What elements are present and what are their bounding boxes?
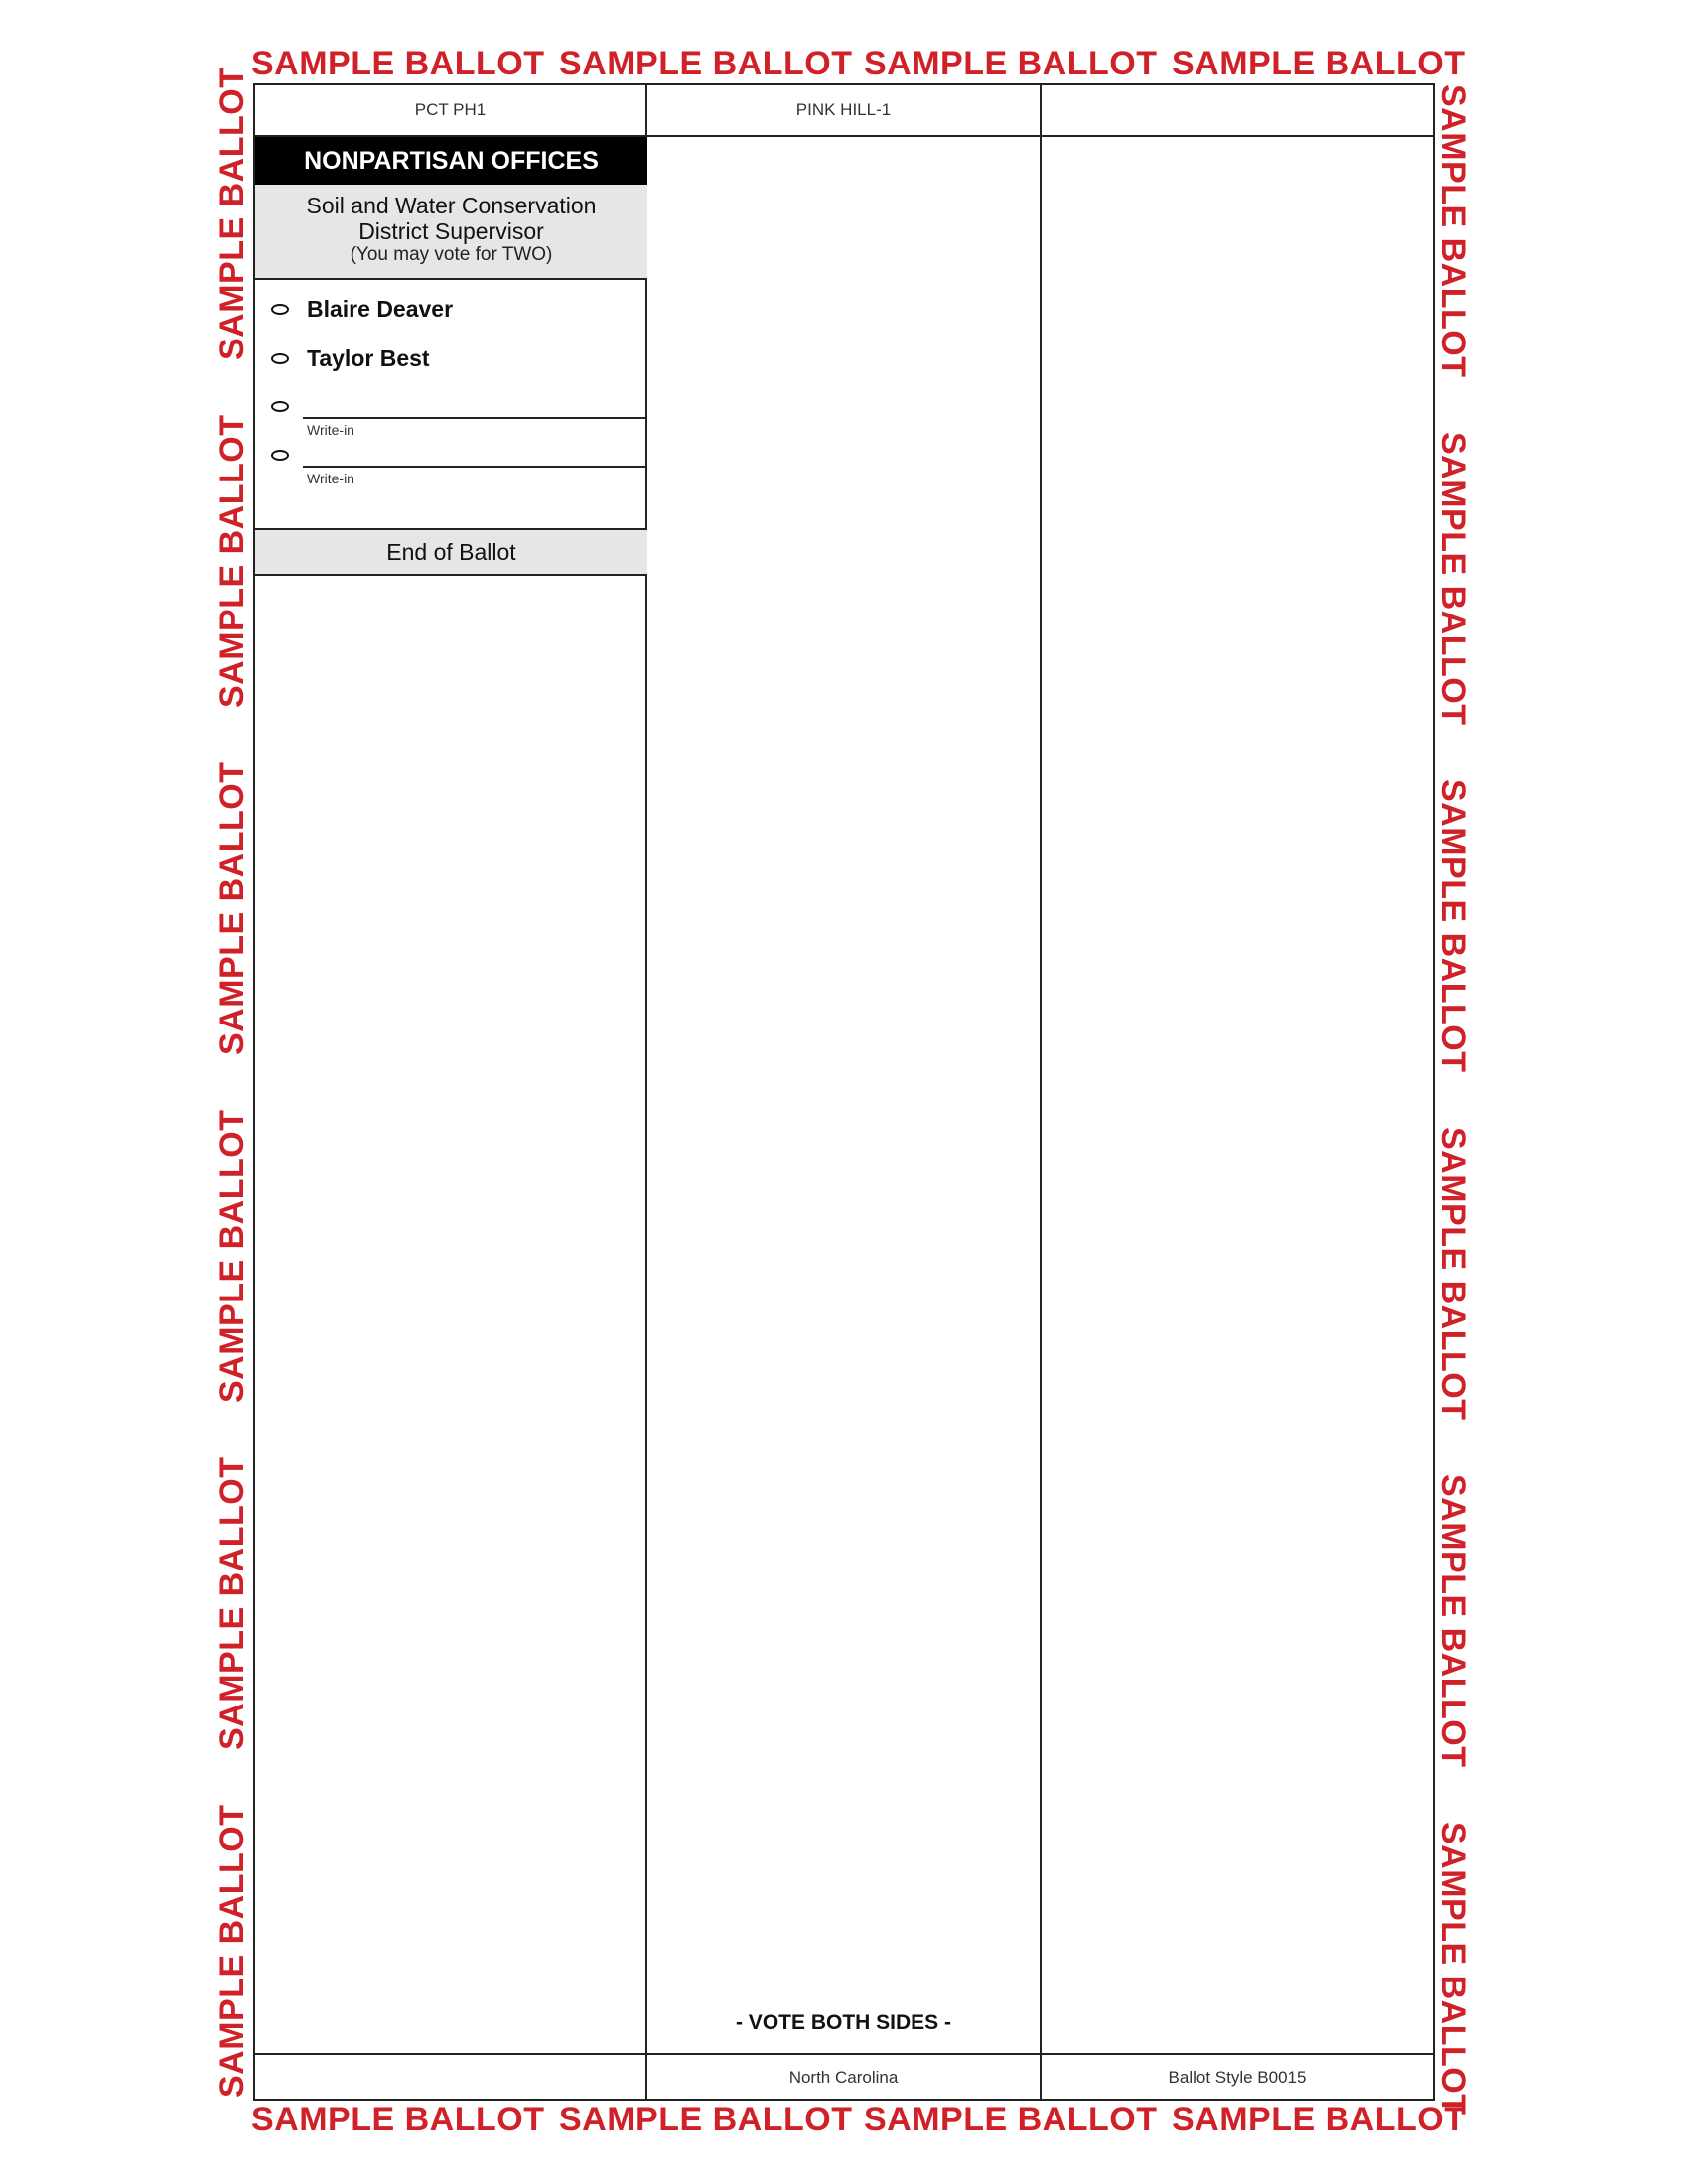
contest-title-line1: Soil and Water Conservation [306, 193, 597, 218]
candidate-name: Taylor Best [307, 345, 430, 371]
sample-ballot-watermark-right-5: SAMPLE BALLOT [1434, 1474, 1472, 1768]
sample-ballot-watermark-bottom-2: SAMPLE BALLOT [559, 2101, 853, 2138]
write-in-label: Write-in [307, 422, 354, 438]
sample-ballot-watermark-top-2: SAMPLE BALLOT [559, 45, 853, 82]
column-divider-1 [645, 85, 647, 2099]
sample-ballot-watermark-right-6: SAMPLE BALLOT [1434, 1822, 1472, 2116]
sample-ballot-watermark-left-5: SAMPLE BALLOT [213, 1456, 251, 1750]
candidate-option-1[interactable] [255, 296, 647, 332]
column-divider-2 [1040, 85, 1042, 2099]
end-of-ballot: End of Ballot [255, 528, 647, 576]
vote-bubble[interactable] [271, 450, 289, 461]
write-in-line[interactable] [303, 417, 645, 419]
contest-title-line2: District Supervisor [358, 218, 544, 244]
sample-ballot-watermark-left-2: SAMPLE BALLOT [213, 414, 251, 708]
vote-bubble[interactable] [271, 353, 289, 364]
write-in-option-1[interactable] [255, 393, 647, 443]
candidate-option-2[interactable] [255, 345, 647, 381]
section-title: NONPARTISAN OFFICES [255, 137, 647, 185]
contest-header [255, 185, 647, 280]
sample-ballot-watermark-left-3: SAMPLE BALLOT [213, 761, 251, 1055]
vote-bubble[interactable] [271, 401, 289, 412]
candidate-name: Blaire Deaver [307, 296, 454, 322]
sample-ballot-watermark-top-4: SAMPLE BALLOT [1172, 45, 1466, 82]
write-in-label: Write-in [307, 471, 354, 486]
sample-ballot-watermark-right-1: SAMPLE BALLOT [1434, 84, 1472, 378]
write-in-option-2[interactable] [255, 442, 647, 491]
footer-state: North Carolina [788, 2068, 899, 2087]
sample-ballot-watermark-bottom-1: SAMPLE BALLOT [251, 2101, 545, 2138]
sample-ballot-watermark-top-1: SAMPLE BALLOT [251, 45, 545, 82]
ballot-frame [253, 83, 1435, 2101]
write-in-line[interactable] [303, 466, 645, 468]
footer-ballot-style: Ballot Style B0015 [1168, 2068, 1307, 2087]
header-right-cell [1042, 85, 1433, 135]
sample-ballot-watermark-right-3: SAMPLE BALLOT [1434, 779, 1472, 1073]
precinct-code: PCT PH1 [414, 100, 487, 119]
sample-ballot-watermark-right-4: SAMPLE BALLOT [1434, 1127, 1472, 1421]
sample-ballot-watermark-bottom-4: SAMPLE BALLOT [1172, 2101, 1466, 2138]
sample-ballot-watermark-left-1: SAMPLE BALLOT [213, 67, 251, 360]
sample-ballot-watermark-left-4: SAMPLE BALLOT [213, 1109, 251, 1403]
sample-ballot-watermark-right-2: SAMPLE BALLOT [1434, 432, 1472, 726]
sample-ballot-watermark-left-6: SAMPLE BALLOT [213, 1804, 251, 2098]
sample-ballot-watermark-bottom-3: SAMPLE BALLOT [864, 2101, 1158, 2138]
precinct-name: PINK HILL-1 [795, 100, 892, 119]
sample-ballot-watermark-top-3: SAMPLE BALLOT [864, 45, 1158, 82]
vote-both-sides-notice: - VOTE BOTH SIDES - [735, 2011, 951, 2034]
vote-bubble[interactable] [271, 304, 289, 315]
contest-instruction: (You may vote for TWO) [350, 244, 553, 265]
footer-left-cell [255, 2055, 645, 2101]
